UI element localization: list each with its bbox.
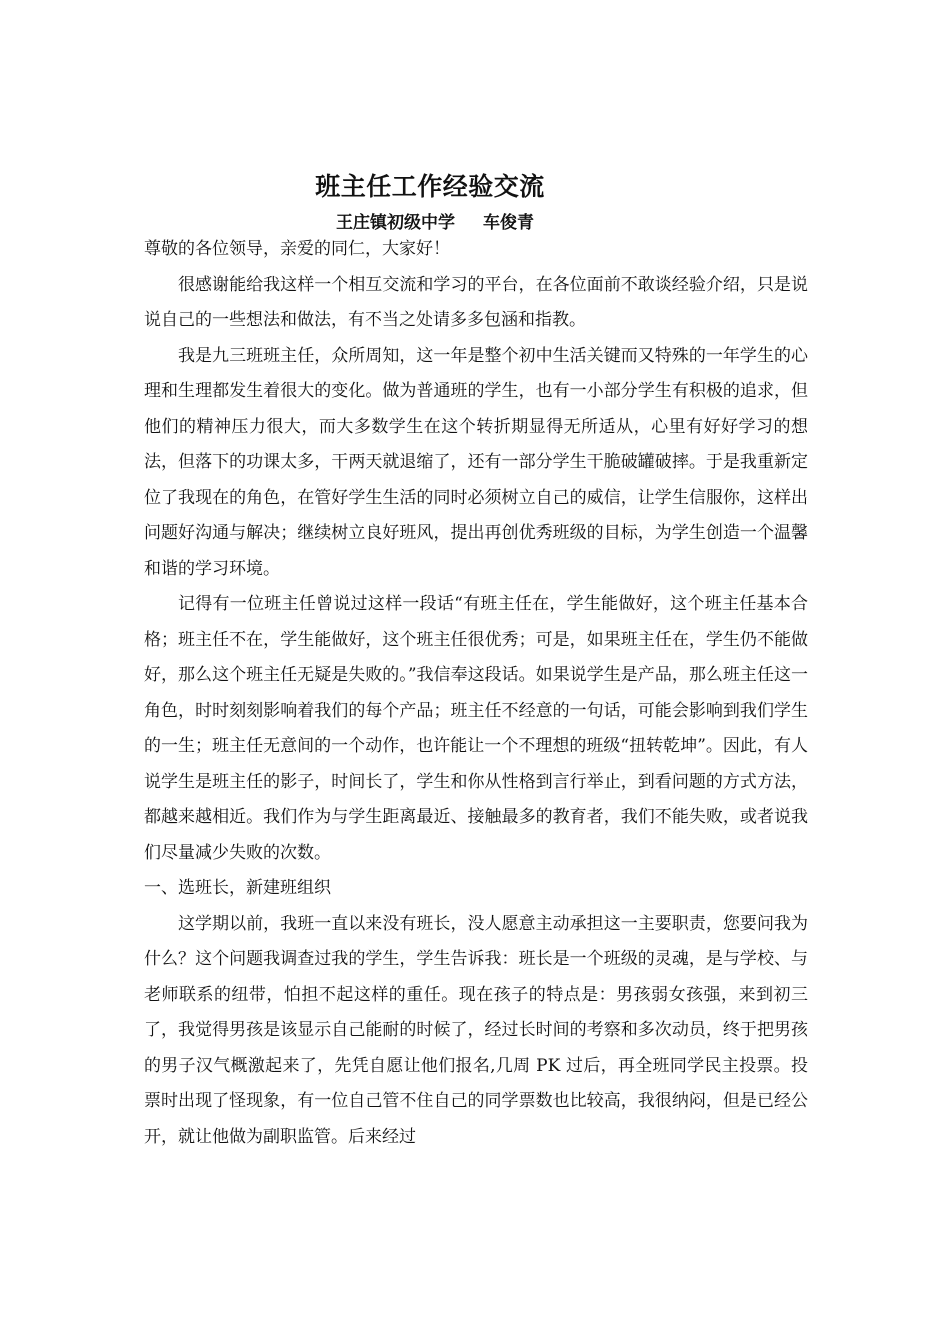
author-name: 车俊青 <box>483 213 534 233</box>
paragraph-monitor: 这学期以前，我班一直以来没有班长，没人愿意主动承担这一主要职责，您要问我为什么？这个问题我调查过我的学生，学生告诉我：班长是一个班级的灵魂，是与学校、与老师联系的纽带，怕担不起这样的重任。现在孩子的特点是：男孩弱女孩强，来到初三了，我觉得男孩是该显示自己能耐的时候了，经过长时间的考察和多次动员，终于把男孩的男子汉气概激起来了，先凭自愿让他们报名,几周 PK 过后，再全班同学民主投票。投票时出现了怪现象，有一位自己管不住自己的同学票数也比较高，我很纳闷，但是已经公开，就让他做为副职监管。后来经过 <box>144 913 808 1147</box>
paragraph-class-role: 我是九三班班主任，众所周知，这一年是整个初中生活关键而又特殊的一年学生的心理和生理都发生着很大的变化。做为普通班的学生，也有一小部分学生有积极的追求，但他们的精神压力很大，而大多数学生在这个转折期显得无所适从，心里有好好学习的想法，但落下的功课太多，干两天就退缩了，还有一部分学生干脆破罐破摔。于是我重新定位了我现在的角色，在管好学生生活的同时必须树立自己的威信，让学生信服你，这样出问题好沟通与解决；继续树立良好班风，提出再创优秀班级的目标，为学生创造一个温馨和谐的学习环境。 <box>144 345 808 579</box>
paragraph-quote: 记得有一位班主任曾说过这样一段话“有班主任在，学生能做好，这个班主任基本合格；班主任不在，学生能做好，这个班主任很优秀；可是，如果班主任在，学生仍不能做好，那么这个班主任无疑是失败的。”我信奉这段话。如果说学生是产品，那么班主任这一角色，时时刻刻影响着我们的每个产品；班主任不经意的一句话，可能会影响到我们学生的一生；班主任无意间的一个动作，也许能让一个不理想的班级“扭转乾坤”。因此，有人说学生是班主任的影子，时间长了，学生和你从性格到言行举止，到看问题的方式方法，都越来越相近。我们作为与学生距离最近、接触最多的教育者，我们不能失败，或者说我们尽量减少失败的次数。 <box>144 594 808 863</box>
author-line <box>0 208 870 233</box>
greeting: 尊敬的各位领导，亲爱的同仁，大家好！ <box>144 239 450 259</box>
paragraph-intro: 很感谢能给我这样一个相互交流和学习的平台，在各位面前不敢谈经验介绍，只是说说自己的一些想法和做法，有不当之处请多多包涵和指教。 <box>144 274 808 330</box>
document-body <box>144 232 808 1155</box>
document-title: 班主任工作经验交流 <box>315 172 545 201</box>
school-name: 王庄镇初级中学 <box>336 213 455 233</box>
section-heading: 一、选班长，新建班组织 <box>144 878 331 898</box>
